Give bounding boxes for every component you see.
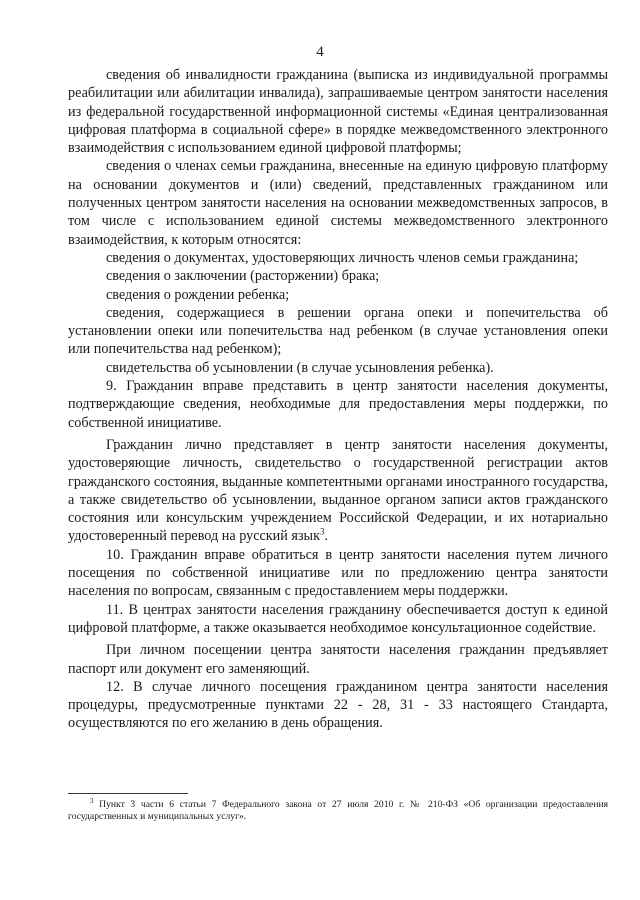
paragraph-item-8: 9. Гражданин вправе представить в центр занятости населения документы, подтверждающие сведения, необходимые для предоставления меры поддержки, по собственной инициативе. (68, 378, 608, 431)
page-number: 4 (316, 44, 324, 60)
paragraph-family-members: сведения о членах семьи гражданина, внесенные на единую цифровую платформу на основании документов и (или) сведений, представленных гражданином или полученных центром занятости населения на основании межведомственных запросов, в том числе с использованием единой системы межведомственного электронного взаимодействия, к которым относятся: (68, 158, 608, 248)
paragraph-personal-documents-text: Гражданин лично представляет в центр занятости населения документы, удостоверяющие личность, свидетельство о государственной регистрации актов гражданского состояния, выданные компетентными органами иностранного государства, а также свидетельство об усыновлении, выданное органом записи актов гражданского состояния или консульским учреждением Российской Федерации, и их нотариально удостоверенный перевод на русский язык (68, 436, 608, 545)
paragraph-disability-info: сведения об инвалидности гражданина (выписка из индивидуальной программы реабилитации или абилитации инвалида), запрашиваемые центром занятости населения из федеральной государственной информационной системы «Единая централизованная цифровая платформа в социальной сфере» в порядке межведомственного электронного взаимодействия с использованием единой цифровой платформы; (68, 67, 608, 157)
list-item-adoption: свидетельства об усыновлении (в случае усыновления ребенка). (106, 359, 494, 376)
list-item-birth: сведения о рождении ребенка; (106, 286, 290, 303)
paragraph-personal-documents (68, 436, 608, 546)
paragraph-item-10: 10. Гражданин вправе обратиться в центр занятости населения путем личного посещения по собственной инициативе или по предложению центра занятости населения по вопросам, связанным с предоставлением меры поддержки. (68, 546, 608, 600)
list-item-guardianship: сведения, содержащиеся в решении органа опеки и попечительства об установлении опеки или попечительства над ребенком (в случае установления опеки или попечительства над ребенком); (68, 304, 608, 358)
paragraph-item-11: 11. В центрах занятости населения гражданину обеспечивается доступ к единой цифровой платформе, а также оказывается необходимое консультационное содействие. (68, 601, 608, 636)
footnote-reference: 3 (319, 526, 325, 537)
footnote-marker: 3 (90, 796, 94, 805)
paragraph-passport: При личном посещении центра занятости населения гражданин предъявляет паспорт или документ его заменяющий. (68, 642, 608, 677)
footnote-text: Пункт 3 части 6 статьи 7 Федерального закона от 27 июля 2010 г. № 210-ФЗ «Об организации предоставления государственных и муниципальных услуг». (68, 799, 608, 822)
footnote (68, 796, 608, 823)
paragraph-personal-documents-tail: . (324, 528, 329, 545)
list-item-marriage: сведения о заключении (расторжении) брака; (106, 268, 380, 285)
list-item-identity-documents: сведения о документах, удостоверяющих личность членов семьи гражданина; (106, 249, 579, 266)
document-body (68, 66, 608, 733)
paragraph-item-12: 12. В случае личного посещения гражданином центра занятости населения процедуры, предусмотренные пунктами 22 - 28, 31 - 33 настоящего Стандарта, осуществляются по его желанию в день обращения. (68, 678, 608, 732)
footnote-divider (68, 793, 188, 794)
